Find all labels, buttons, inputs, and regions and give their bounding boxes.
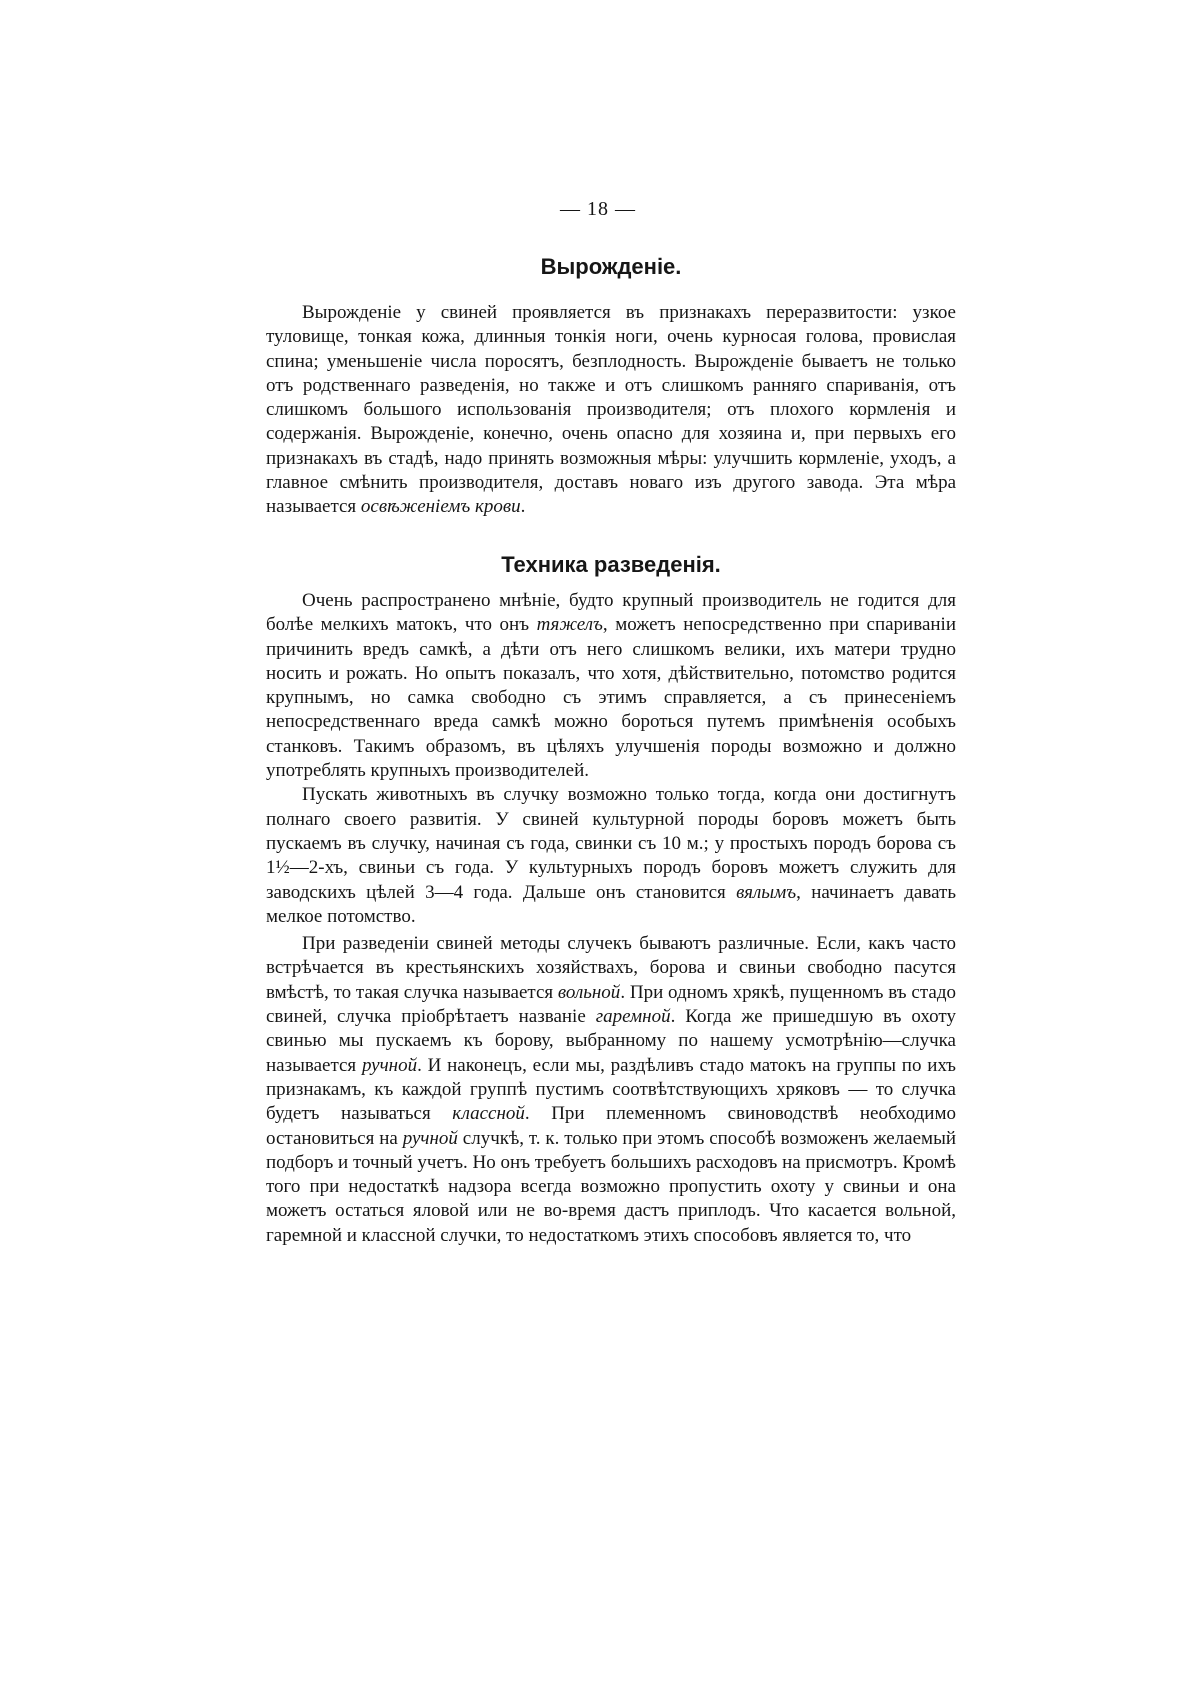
paragraph	[266, 783, 956, 929]
paragraph-text: .	[520, 496, 526, 518]
paragraph-text: , начинаетъ давать мелкое потомство.	[266, 881, 956, 927]
paragraph	[266, 932, 956, 1248]
paragraph	[266, 301, 956, 520]
italic-term: освѣженіемъ крови	[360, 496, 521, 518]
paragraph-text: , можетъ непосредственно при спариваніи причинить вредъ самкѣ, а дѣти отъ него слишкомъ велики, ихъ матери трудно носить и рожать. Но опытъ показалъ, что хотя, дѣйствительно, потомство родится крупнымъ, но самка свободно съ этимъ справляется, а съ принесеніемъ непосредственнаго вреда самкѣ можно бороться путемъ примѣненія особыхъ станковъ. Такимъ образомъ, въ цѣляхъ улучшенія породы возможно и должно употреблять крупныхъ производителей.	[266, 614, 956, 782]
paragraph-text: Очень распространено мнѣніе, будто крупный производитель не годится для болѣе мелкихъ матокъ, что онъ	[266, 590, 956, 636]
page-number: — 18 —	[560, 198, 636, 220]
paragraph-text: Пускать животныхъ въ случку возможно только тогда, когда они достигнутъ полнаго своего развитія. У свиней культурной породы боровъ можетъ быть пускаемъ въ случку, начиная съ года, свинки съ 10 м.; у простыхъ породъ борова съ 1½—2-хъ, свиньи съ года. У культурныхъ породъ боровъ можетъ служить для заводскихъ цѣлей 3—4 года. Дальше онъ становится	[266, 784, 956, 903]
italic-term: классной	[452, 1103, 525, 1125]
italic-term: ручной	[361, 1054, 418, 1076]
section-degeneration	[266, 252, 956, 520]
paragraph-text: При разведеніи свиней методы случекъ бываютъ различные. Если, какъ часто встрѣчается въ крестьянскихъ хозяйствахъ, борова и свиньи свободно пасутся вмѣстѣ, то такая случка называется	[266, 933, 956, 1003]
italic-term: вольной	[557, 981, 621, 1003]
paragraph-text: Вырожденіе у свиней проявляется въ признакахъ переразвитости: узкое туловище, тонкая кожа, длинныя тонкія ноги, очень курносая голова, провислая спина; уменьшеніе числа поросятъ, безплодность. Вырожденіе бываетъ не только отъ родственнаго разведенія, но также и отъ слишкомъ ранняго спариванія, отъ слишкомъ большого использованія производителя; отъ плохого кормленія и содержанія. Вырожденіе, конечно, очень опасно для хозяина и, при первыхъ его признакахъ въ стадѣ, надо принять возможныя мѣры: улучшить кормленіе, уходъ, а главное смѣнить производителя, доставъ новаго изъ другого завода. Эта мѣра называется	[266, 302, 956, 518]
paragraph-text: . При одномъ хрякѣ, пущенномъ въ стадо свиней, случка пріобрѣтаетъ названіе	[266, 981, 956, 1028]
section-breeding-technique	[266, 550, 956, 1248]
section-heading: Техника разведенія.	[501, 552, 721, 577]
italic-term: гаремной	[595, 1006, 671, 1028]
paragraph-text: . И наконецъ, если мы, раздѣливъ стадо матокъ на группы по ихъ признакамъ, къ каждой группѣ пустимъ соотвѣтствующихъ хряковъ — то случка будетъ называться	[266, 1054, 956, 1125]
section-heading: Вырожденіе.	[540, 254, 682, 279]
paragraph-text: . При племенномъ свиноводствѣ необходимо остановиться на	[266, 1103, 957, 1149]
italic-term: ручной	[402, 1127, 458, 1149]
paragraph	[266, 589, 956, 783]
paragraph-text: . Когда же пришедшую въ охоту свинью мы пускаемъ къ борову, выбранному по нашему усмотрѣнію—случка называется	[266, 1006, 956, 1076]
italic-term: тяжелъ	[536, 614, 603, 636]
paragraph-text: случкѣ, т. к. только при этомъ способѣ возможенъ желаемый подборъ и точный учетъ. Но онъ требуетъ большихъ расходовъ на присмотръ. Кромѣ того при недостаткѣ надзора всегда возможно пропустить охоту у свиньи и она можетъ остаться яловой или не во-время дастъ приплодъ. Что касается вольной, гаремной и классной случки, то недостаткомъ этихъ способовъ является то, что	[266, 1127, 956, 1246]
italic-term: вялымъ	[736, 881, 797, 903]
